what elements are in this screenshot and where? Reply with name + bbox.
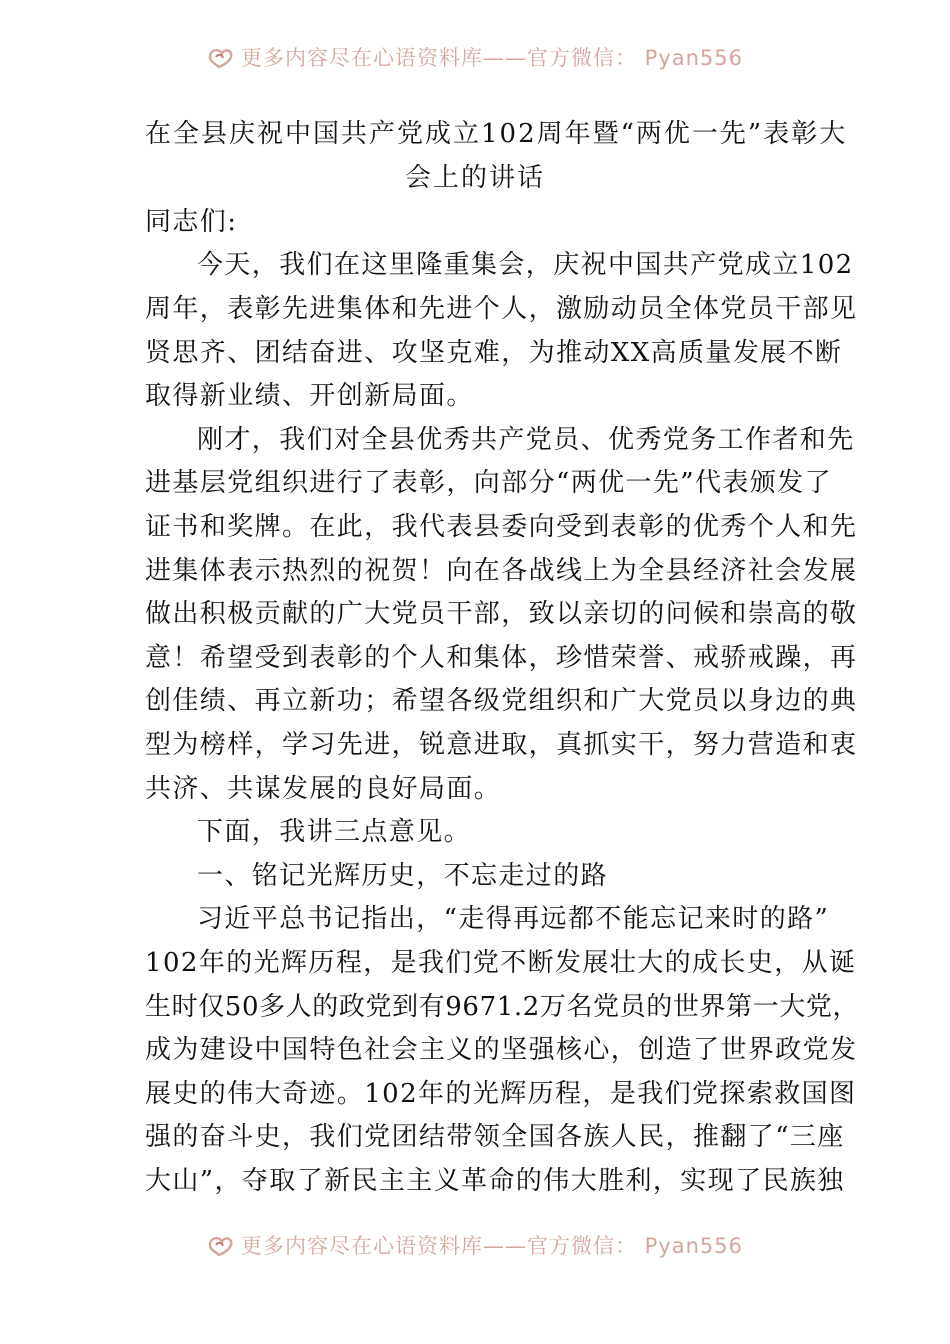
paragraph-4-line: 成为建设中国特色社会主义的坚强核心，创造了世界政党发 xyxy=(145,1035,858,1065)
salutation: 同志们: xyxy=(145,207,238,237)
paragraph-2-line: 进基层党组织进行了表彰，向部分“两优一先”代表颁发了 xyxy=(145,468,832,498)
footer-watermark xyxy=(0,1230,950,1260)
paragraph-2-line: 进集体表示热烈的祝贺！向在各战线上为全县经济社会发展 xyxy=(145,556,858,586)
paragraph-4-line: 展史的伟大奇迹。102年的光辉历程，是我们党探索救国图 xyxy=(145,1079,857,1109)
paragraph-2-line: 意！希望受到表彰的个人和集体，珍惜荣誉、戒骄戒躁，再 xyxy=(145,643,858,673)
brand-logo-icon xyxy=(207,45,235,69)
paragraph-2-line: 创佳绩、再立新功；希望各级党组织和广大党员以身边的典 xyxy=(145,686,858,716)
paragraph-1-line: 周年，表彰先进集体和先进个人，激励动员全体党员干部见 xyxy=(145,294,858,324)
paragraph-1-line: 贤思齐、团结奋进、攻坚克难，为推动XX高质量发展不断 xyxy=(145,338,843,368)
paragraph-2-line: 做出积极贡献的广大党员干部，致以亲切的问候和崇高的敬 xyxy=(145,599,858,629)
paragraph-4-line: 强的奋斗史，我们党团结带领全国各族人民，推翻了“三座 xyxy=(145,1122,845,1152)
watermark-text: 更多内容尽在心语资料库——官方微信： Pyan556 xyxy=(240,46,744,70)
paragraph-1-line: 今天，我们在这里隆重集会，庆祝中国共产党成立102 xyxy=(197,250,854,280)
document-title-line-1: 在全县庆祝中国共产党成立102周年暨“两优一先”表彰大 xyxy=(145,119,848,149)
paragraph-4-line: 生时仅50多人的政党到有9671.2万名党员的世界第一大党， xyxy=(145,992,860,1022)
paragraph-4-line: 102年的光辉历程，是我们党不断发展壮大的成长史，从诞 xyxy=(145,948,857,978)
paragraph-4-line: 大山”，夺取了新民主主义革命的伟大胜利，实现了民族独 xyxy=(145,1166,845,1196)
section-heading: 一、铭记光辉历史，不忘走过的路 xyxy=(197,861,609,891)
watermark-text: 更多内容尽在心语资料库——官方微信： Pyan556 xyxy=(240,1234,744,1258)
brand-logo-icon xyxy=(207,1233,235,1257)
document-title-line-2: 会上的讲话 xyxy=(404,163,545,193)
paragraph-2-line: 共济、共谋发展的良好局面。 xyxy=(145,774,502,804)
paragraph-2-line: 型为榜样，学习先进，锐意进取，真抓实干，努力营造和衷 xyxy=(145,730,858,760)
paragraph-3-line: 下面，我讲三点意见。 xyxy=(197,817,472,847)
paragraph-1-line: 取得新业绩、开创新局面。 xyxy=(145,381,474,411)
paragraph-2-line: 证书和奖牌。在此，我代表县委向受到表彰的优秀个人和先 xyxy=(145,512,858,542)
paragraph-2-line: 刚才，我们对全县优秀共产党员、优秀党务工作者和先 xyxy=(197,425,855,455)
paragraph-4-line: 习近平总书记指出，“走得再远都不能忘记来时的路” xyxy=(197,904,830,934)
header-watermark xyxy=(0,42,950,72)
